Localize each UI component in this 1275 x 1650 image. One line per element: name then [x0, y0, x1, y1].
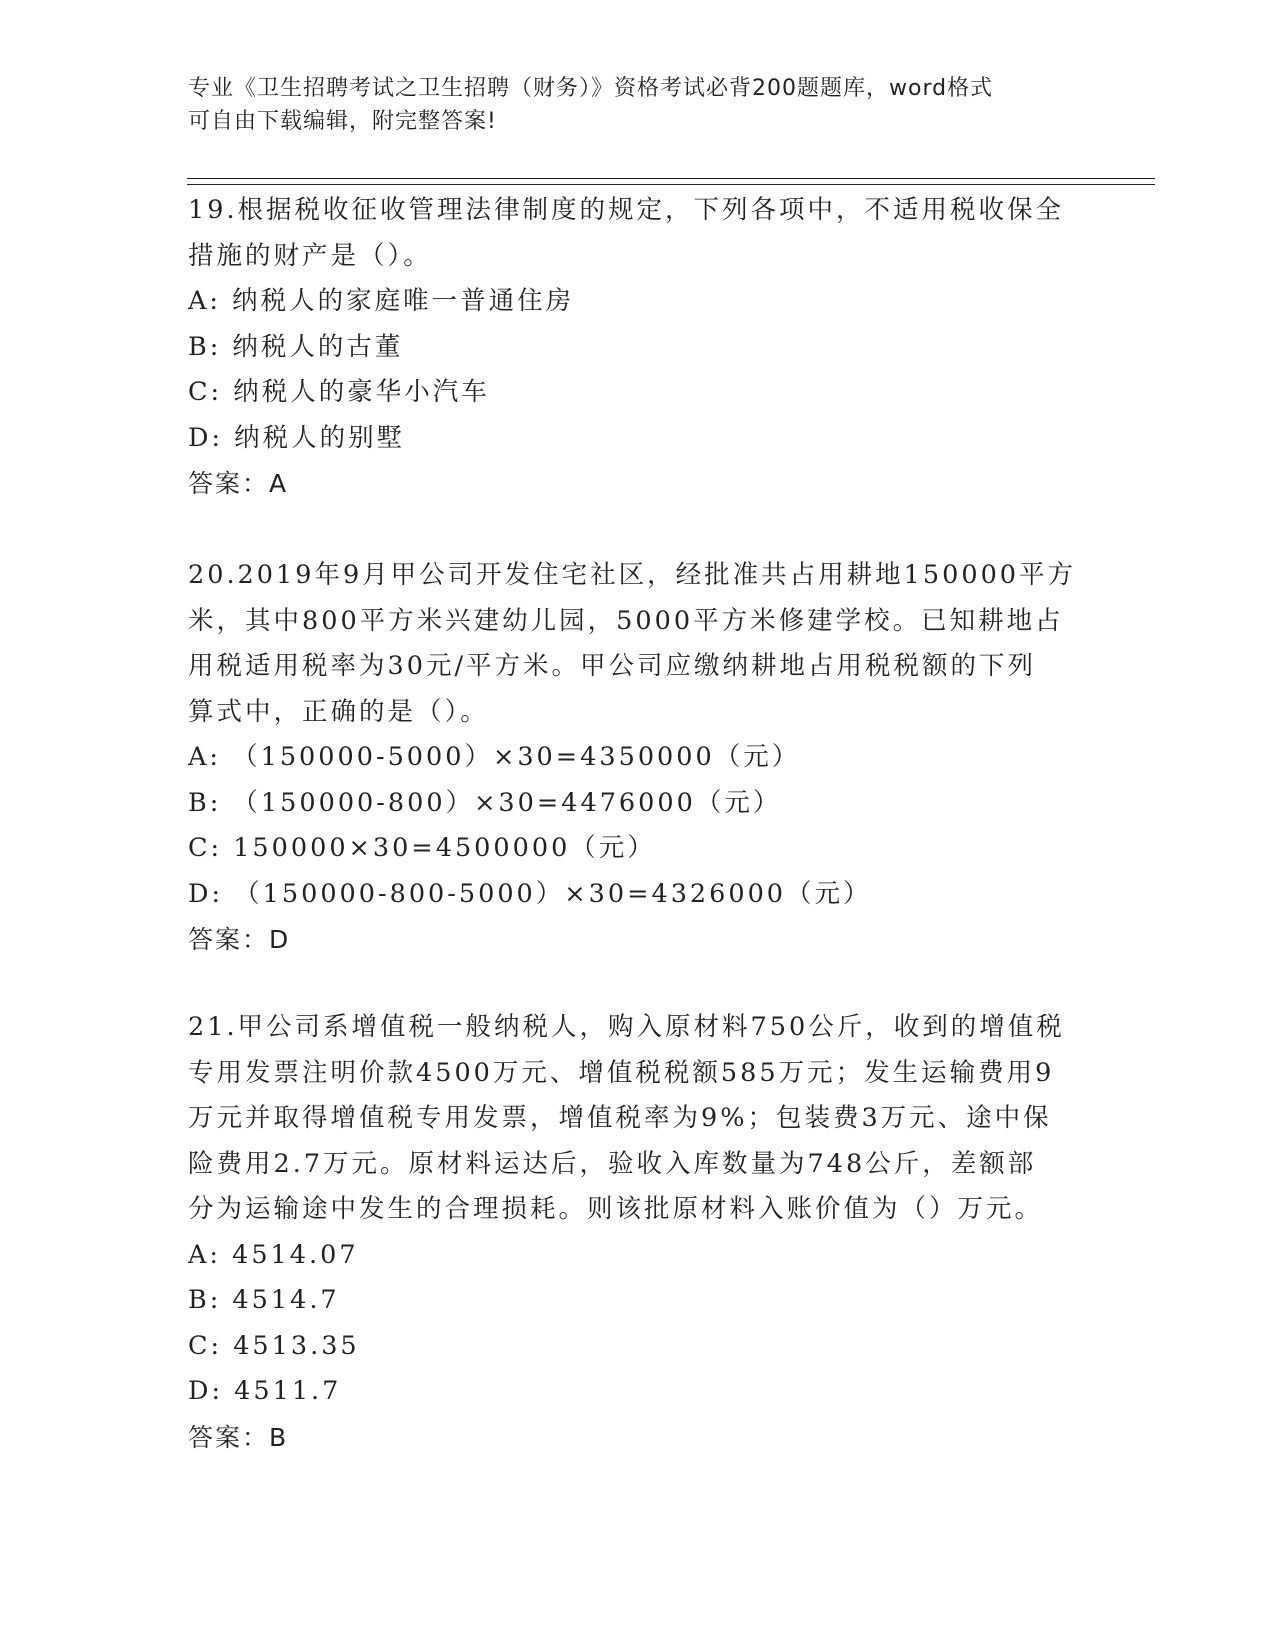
answer-line: 答案：A — [188, 469, 289, 498]
header-divider-thin — [187, 184, 1155, 185]
question-stem-line: 19.根据税收征收管理法律制度的规定，下列各项中，不适用税收保全 — [188, 195, 1065, 225]
option-c: C: 4513.35 — [188, 1330, 360, 1361]
question-stem-line: 万元并取得增值税专用发票，增值税率为9%；包装费3万元、途中保 — [188, 1103, 1052, 1133]
question-stem-line: 分为运输途中发生的合理损耗。则该批原材料入账价值为（）万元。 — [188, 1194, 1044, 1224]
option-c: C: 纳税人的豪华小汽车 — [188, 377, 490, 407]
option-d: D: （150000-800-5000）×30=4326000（元） — [188, 878, 872, 909]
option-d: D: 纳税人的别墅 — [188, 422, 406, 453]
question-19 — [188, 188, 1088, 507]
header-divider-thick — [187, 178, 1155, 179]
question-stem-line: 20.2019年9月甲公司开发住宅社区，经批准共占用耕地150000平方 — [188, 560, 1077, 590]
option-a: A: 4514.07 — [188, 1239, 359, 1270]
option-d: D: 4511.7 — [188, 1376, 342, 1406]
question-21 — [188, 1005, 1088, 1460]
question-stem-line: 险费用2.7万元。原材料运达后，验收入库数量为748公斤，差额部 — [188, 1148, 1037, 1179]
option-a: A: 纳税人的家庭唯一普通住房 — [188, 286, 575, 316]
option-c: C: 150000×30=4500000（元） — [188, 833, 656, 863]
question-stem-line: 算式中，正确的是（）。 — [188, 696, 489, 727]
header-line-1: 专业《卫生招聘考试之卫生招聘（财务）》资格考试必背200题题库，word格式 — [188, 76, 994, 101]
answer-line: 答案：B — [188, 1422, 289, 1452]
option-b: B: 纳税人的古董 — [188, 331, 404, 362]
answer-line: 答案：D — [188, 925, 291, 954]
option-a: A: （150000-5000）×30=4350000（元） — [188, 742, 801, 772]
question-stem-line: 专用发票注明价款4500万元、增值税税额585万元；发生运输费用9 — [188, 1057, 1055, 1088]
question-stem-line: 措施的财产是（）。 — [188, 240, 432, 271]
document-header — [188, 72, 1088, 138]
question-stem-line: 米，其中800平方米兴建幼儿园，5000平方米修建学校。已知耕地占 — [188, 605, 1064, 636]
option-b: B: （150000-800）×30=4476000（元） — [188, 787, 782, 818]
question-stem-line: 21.甲公司系增值税一般纳税人，购入原材料750公斤，收到的增值税 — [188, 1012, 1065, 1042]
question-stem-line: 用税适用税率为30元/平方米。甲公司应缴纳耕地占用税税额的下列 — [188, 651, 1037, 681]
question-20 — [188, 553, 1088, 963]
header-line-2: 可自由下载编辑，附完整答案! — [188, 109, 497, 134]
option-b: B: 4514.7 — [188, 1285, 340, 1315]
